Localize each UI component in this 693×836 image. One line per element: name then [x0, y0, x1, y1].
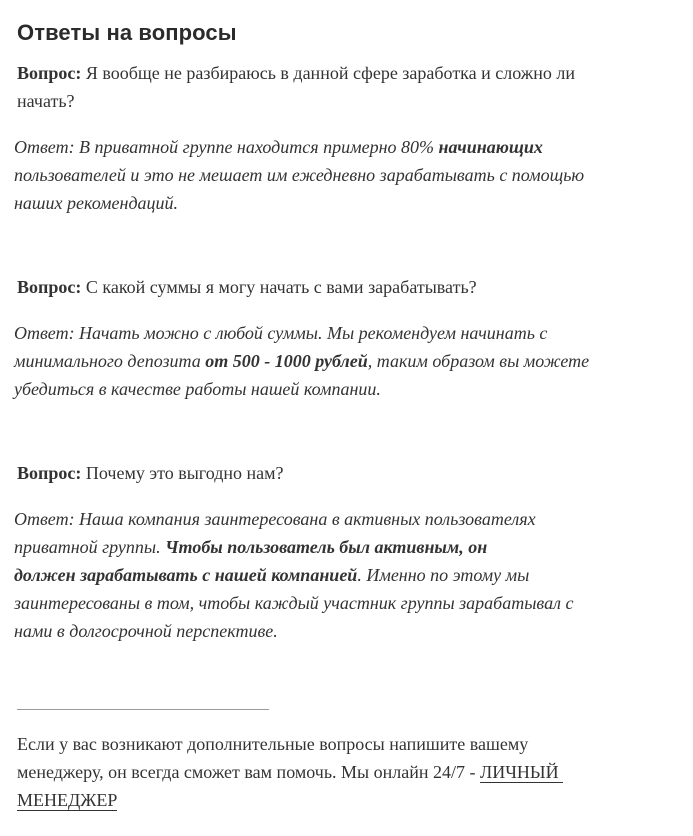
- link-text[interactable]: ЛИЧНЫЙ: [480, 762, 559, 782]
- question-text: Почему это выгодно нам?: [85, 463, 284, 483]
- link-text[interactable]: МЕНЕДЖЕР: [17, 790, 118, 810]
- question-label: Вопрос:: [17, 63, 82, 83]
- answer-emphasis: Чтобы пользователь был активным, он: [165, 537, 488, 557]
- answer-text: , таким образом вы можете: [367, 351, 590, 371]
- answer-emphasis: начинающих: [438, 137, 543, 157]
- divider: [17, 709, 269, 710]
- answer-text: Ответ: Начать можно с любой суммы. Мы рекомендуем начинать с: [14, 323, 548, 343]
- answer-text: Ответ: Наша компания заинтересована в активных пользователях: [14, 509, 536, 529]
- question-text-line: Я вообще не разбираюсь в данной сфере заработка и сложно ли: [85, 63, 575, 83]
- answer-text: Ответ: В приватной группе находится примерно 80%: [14, 137, 435, 157]
- answer-text: заинтересованы в том, чтобы каждый участник группы зарабатывал с: [14, 593, 574, 613]
- answer-text: пользователей и это не мешает им ежедневно зарабатывать с помощью: [14, 165, 585, 185]
- question-1: [17, 59, 575, 115]
- answer-text: нами в долгосрочной перспективе.: [14, 621, 278, 641]
- question-2: [17, 273, 477, 301]
- answer-2: [14, 319, 682, 403]
- question-label: Вопрос:: [17, 277, 82, 297]
- question-3: [17, 459, 284, 487]
- answer-emphasis: должен зарабатывать с нашей компанией: [14, 565, 358, 585]
- answer-emphasis: от 500 - 1000 рублей: [205, 351, 368, 371]
- footer-text: менеджеру, он всегда сможет вам помочь. Мы онлайн 24/7 -: [17, 762, 476, 782]
- footer-text: Если у вас возникают дополнительные вопросы напишите вашему: [17, 734, 529, 754]
- answer-text: убедиться в качестве работы нашей компании.: [14, 379, 381, 399]
- answer-3: [14, 505, 682, 645]
- question-text-line: начать?: [17, 91, 75, 111]
- question-text: С какой суммы я могу начать с вами зарабатывать?: [85, 277, 477, 297]
- page-title: Ответы на вопросы: [17, 20, 237, 45]
- answer-text: . Именно по этому мы: [357, 565, 530, 585]
- answer-text: наших рекомендаций.: [14, 193, 179, 213]
- footer-note: [17, 730, 657, 814]
- answer-text: минимального депозита: [14, 351, 201, 371]
- answer-1: [14, 133, 682, 217]
- answer-text: приватной группы.: [14, 537, 161, 557]
- question-label: Вопрос:: [17, 463, 82, 483]
